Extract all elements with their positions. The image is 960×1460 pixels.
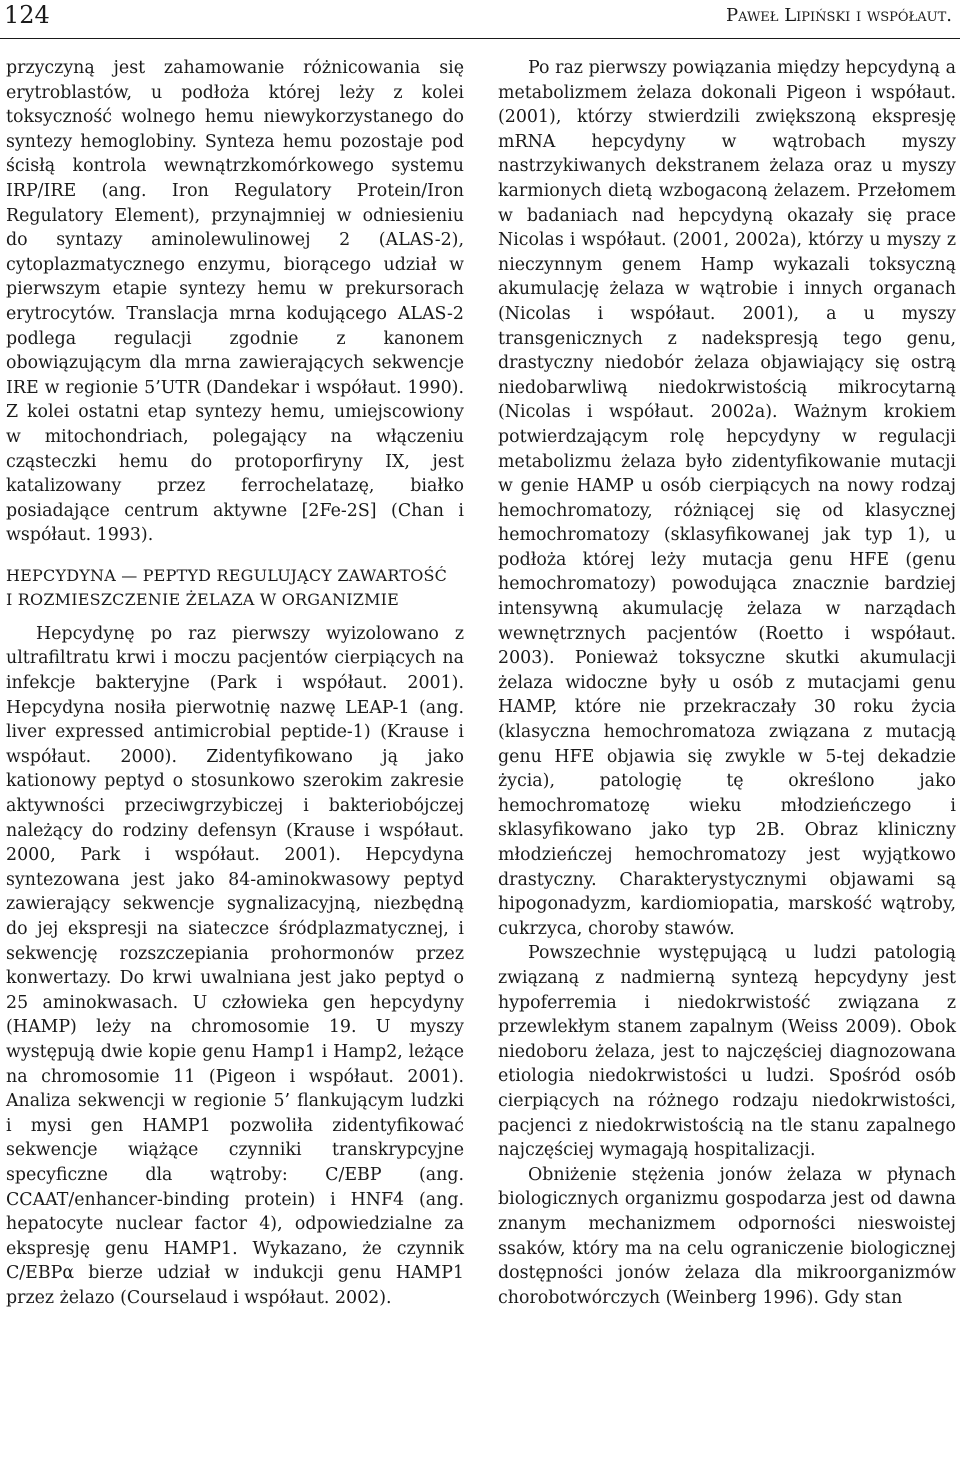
page-number: 124 (4, 1, 50, 29)
body-paragraph: Hepcydynę po raz pierwszy wyizolowano z ultrafiltratu krwi i moczu pacjentów cierpiących na infekcje bakteryjne (Park i współaut. 2001). Hepcydyna nosiła pierwotnię nazwę LEAP-1 (ang. liver expressed antimicrobial peptide-1) (Krause i współaut. 2000). Zidentyfikowano ją jako kationowy peptyd o stosunkowo szerokim zakresie aktywności przeciwgrzybiczej i bakteriobójczej należący do rodziny defensyn (Krause i współaut. 2000, Park i współaut. 2001). Hepcydyna syntezowana jest jako 84-aminokwasowy peptyd zawierający sekwencje sygnalizacyjną, niezbędną do jej ekspresji na siateczce śródplazmatycznej, i sekwencję rozszczepiania prohormonów przez konwertazy. Do krwi uwalniana jest jako peptyd o 25 aminokwasach. U człowieka gen hepcydyny (HAMP) leży na chromosomie 19. U myszy występują dwie kopie genu Hamp1 i Hamp2, leżące na chromosomie 11 (Pigeon i współaut. 2001). Analiza sekwencji w regionie 5’ flankującym ludzki i mysi gen HAMP1 pozwoliła zidentyfikować sekwencje wiążące czynniki transkrypcyjne specyficzne dla wątroby: C/EBP (ang. CCAAT/enhancer-binding protein) i HNF4 (ang. hepatocyte nuclear factor 4), odpowiedzialne za ekspresję genu HAMP1. Wykazano, że czynnik C/EBPα bierze udział w indukcji genu HAMP1 przez żelazo (Courselaud i współaut. 2002). (6, 623, 464, 1308)
body-paragraph: przyczyną jest zahamowanie różnicowania się erytroblastów, u podłoża której leży z kolei toksyczność wolnego hemu niewykorzystanego do syntezy hemoglobiny. Synteza hemu pozostaje pod ścisłą kontrola wewnątrzkomórkowego systemu IRP/IRE (ang. Iron Regulatory Protein/Iron Regulatory Element), przynajmniej w odniesieniu do syntazy aminolewulinowej 2 (ALAS-2), cytoplazmatycznego enzymu, biorącego udział w pierwszym etapie syntezy hemu w prekursorach erytrocytów. Translacja mrna kodującego ALAS-2 podlega regulacji zgodnie z kanonem obowiązującym dla mrna zawierających sekwencje IRE w regionie 5’UTR (Dandekar i współaut. 1990). Z kolei ostatni etap syntezy hemu, umiejscowiony w mitochondriach, polegający na włączeniu cząsteczki hemu do protoporfiryny IX, jest katalizowany przez ferrochelatazę, białko posiadające centrum aktywne [2Fe-2S] (Chan i współaut. 1993). (6, 58, 464, 546)
body-paragraph: Powszechnie występującą u ludzi patologią związaną z nadmierną syntezą hepcydyny jest hypoferremia i niedokrwistość związana z przewlekłym stanem zapalnym (Weiss 2009). Obok niedoboru żelaza, jest to najczęściej diagnozowana etiologia niedokrwistości u ludzi. Spośród osób cierpiących na różnego rodzaju niedokrwistości, pacjenci z niedokrwistością na tle stanu zapalnego najczęściej wymagają hospitalizacji. (498, 943, 956, 1161)
left-column (6, 56, 464, 1311)
section-heading-line: I ROZMIESZCZENIE ŻELAZA W ORGANIZMIE (6, 589, 400, 609)
body-paragraph: Obniżenie stężenia jonów żelaza w płynach biologicznych organizmu gospodarza jest od dawna znanym mechanizmem odporności nieswoistej ssaków, który ma na celu ograniczenie biologicznej dostępności jonów żelaza dla mikroorganizmów chorobotwórczych (Weinberg 1996). Gdy stan (498, 1164, 956, 1308)
header-rule (0, 38, 960, 39)
right-column (498, 56, 956, 1310)
running-head: Paweł Lipiński i współaut. (725, 5, 952, 26)
page-header (0, 0, 960, 38)
section-heading-line: HEPCYDYNA — PEPTYD REGULUJĄCY ZAWARTOŚĆ (6, 565, 448, 585)
body-paragraph: Po raz pierwszy powiązania między hepcydyną a metabolizmem żelaza dokonali Pigeon i współaut. (2001), którzy stwierdzili zwiększoną ekspresję mRNA hepcydyny w wątrobach myszy nastrzykiwanych dekstranem żelaza oraz u myszy karmionych dietą wzbogaconą żelazem. Przełomem w badaniach nad hepcydyną okazały się prace Nicolas i współaut. (2001, 2002a), którzy u myszy z nieczynnym genem Hamp wykazali toksyczną akumulację żelaza w wątrobie i innych organach (Nicolas i współaut. 2001), a u myszy transgenicznych z nadekspresją tego genu, drastyczny niedobór żelaza objawiający się ostrą niedobarwliwą niedokrwistością mikrocytarną (Nicolas i współaut. 2002a). Ważnym krokiem potwierdzającym rolę hepcydyny w regulacji metabolizmu żelaza było zidentyfikowanie mutacji w genie HAMP u osób cierpiących na nowy rodzaj hemochromatozy, różniącej się od klasycznej hemochromatozy (sklasyfikowanej jak typ 1), u podłoża której leży mutacja genu HFE (genu hemochromatozy) powodująca znacznie bardziej intensywną akumulację żelaza w narządach wewnętrznych pacjentów (Roetto i współaut. 2003). Ponieważ toksyczne skutki akumulacji żelaza widoczne były u osób z mutacjami genu HAMP, które nie przekraczały 30 roku życia (klasyczna hemochromatoza związana z mutacją genu HFE objawia się zwykle w 5-tej dekadzie życia), patologię tę określono jako hemochromatozę wieku młodzieńczego i sklasyfikowano jako typ 2B. Obraz kliniczny młodzieńczej hemochromatozy jest wyjątkowo drastyczny. Charakterystycznymi objawami są hipogonadyzm, kardiomiopatia, marskość wątroby, cukrzyca, choroby stawów. (498, 58, 956, 939)
section-heading (6, 564, 464, 612)
